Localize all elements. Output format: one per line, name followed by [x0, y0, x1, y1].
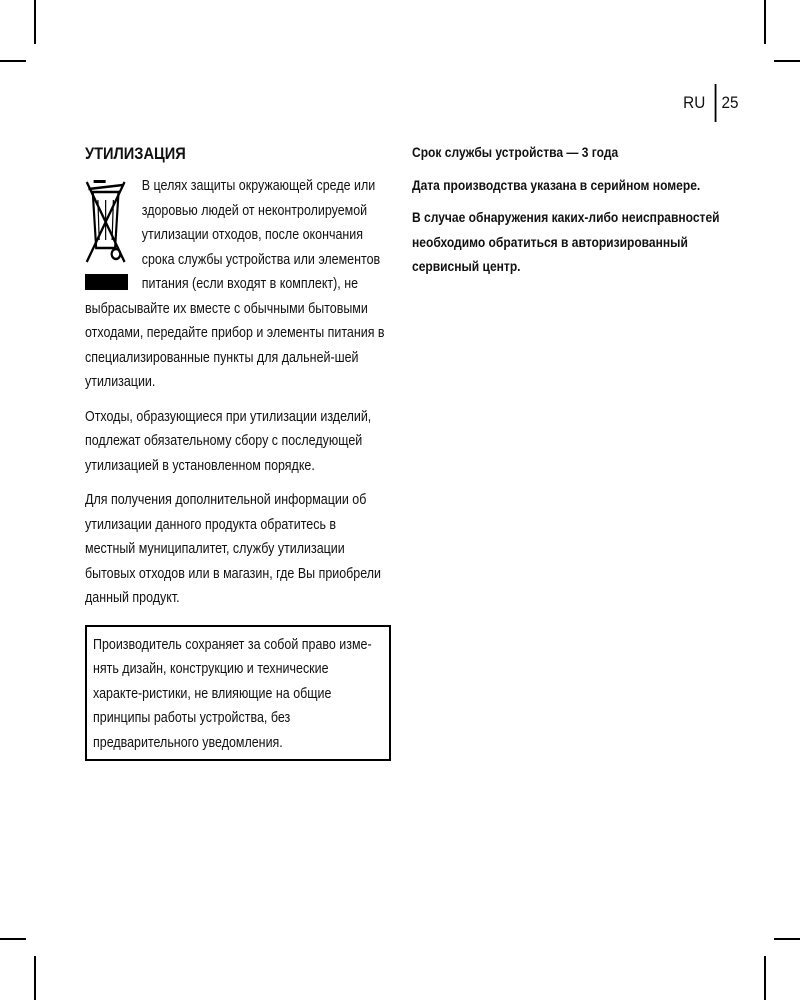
crop-mark: [34, 956, 36, 1000]
crop-mark: [774, 938, 800, 940]
black-bar: [85, 274, 128, 290]
crop-mark: [0, 60, 26, 62]
crop-mark: [774, 60, 800, 62]
language-code: RU: [682, 93, 705, 112]
service-center-text: В случае обнаружения каких-либо неисправностей необходимо обратиться в авторизированный сервисный центр.: [412, 209, 720, 274]
paragraph-disposal-intro: В целях защиты окружающей среде или здоровью людей от неконтролируемой утилизации отходов, после окончания срока службы устройства или элементов питания (если входят в комплект), не выбрасывайте их вместе с обычными бытовыми отходами, передайте прибор и элементы питания в специализированные пункты для дальней-шей утилизации.: [85, 178, 385, 390]
production-date-text: Дата производства указана в серийном номере.: [412, 176, 701, 193]
crop-mark: [764, 0, 766, 44]
paragraph-more-info: Для получения дополнительной информации об утилизации данного продукта обратитесь в местный муниципалитет, службу утилизации бытовых отходов или в магазин, где Вы приобрели данный продукт.: [85, 492, 382, 606]
page-number: 25: [720, 93, 738, 112]
crop-mark: [0, 938, 26, 940]
crop-mark: [34, 0, 36, 44]
crossed-out-wheelie-bin-icon: [85, 178, 126, 270]
service-life-text: Срок службы устройства — 3 года: [412, 144, 619, 160]
manufacturer-notice-box: [85, 625, 391, 762]
crop-mark: [764, 956, 766, 1000]
weee-symbol: [85, 178, 135, 290]
page-header: [683, 84, 738, 122]
manufacturer-notice-text: Производитель сохраняет за собой право изме-нять дизайн, конструкцию и технические характе-ристики, не влияющие на общие принципы работы устройства, без предварительного уведомления.: [93, 636, 372, 751]
left-column: [85, 140, 388, 761]
section-title: УТИЛИЗАЦИЯ: [85, 144, 186, 163]
paragraph-waste-collection: Отходы, образующиеся при утилизации изделий, подлежат обязательному сбору с последующей утилизацией в установленном порядке.: [85, 408, 372, 474]
right-column: [412, 140, 732, 287]
